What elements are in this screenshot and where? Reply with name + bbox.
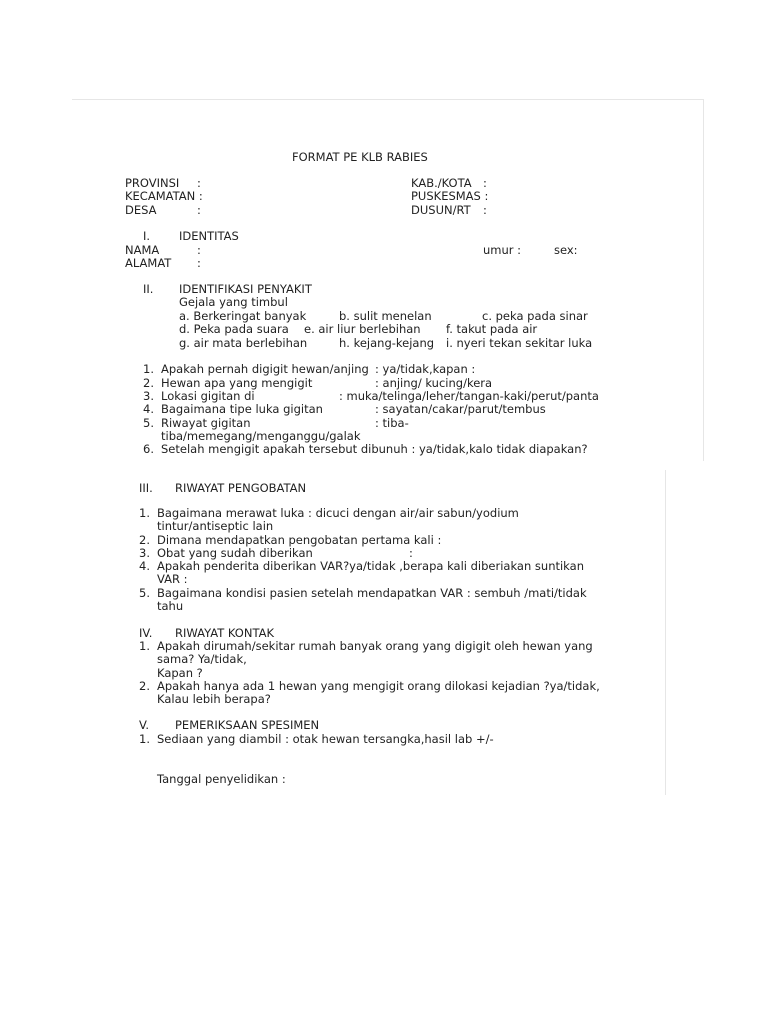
sec3-item4-text: Apakah penderita diberikan VAR?ya/tidak ,berapa kali diberiakan suntikan: [157, 559, 584, 573]
sec2-q4-text: Bagaimana tipe luka gigitan: [161, 402, 323, 416]
dusun-colon: :: [483, 203, 487, 217]
sex-label: sex:: [554, 243, 578, 257]
symptom-i: i. nyeri tekan sekitar luka: [446, 336, 593, 350]
sec2-q5-answer: : tiba-: [375, 416, 409, 430]
sec4-item1-kapan: Kapan ?: [157, 666, 203, 680]
sec2-q3-number: 3.: [143, 389, 154, 403]
sec3-item1-number: 1.: [139, 506, 150, 520]
symptom-d: d. Peka pada suara: [179, 322, 289, 336]
sec3-number: III.: [139, 481, 153, 495]
sec5-item1-text: Sediaan yang diambil : otak hewan tersangka,hasil lab +/-: [157, 732, 494, 746]
sec5-number: V.: [139, 718, 150, 732]
sec2-q4-number: 4.: [143, 402, 154, 416]
sec2-q3-answer: : muka/telinga/leher/tangan-kaki/perut/panta: [339, 389, 599, 403]
symptom-c: c. peka pada sinar: [482, 309, 588, 323]
sec3-item2-text: Dimana mendapatkan pengobatan pertama kali :: [157, 533, 442, 547]
kabkota-label: KAB./KOTA: [411, 176, 472, 190]
sec4-item1-number: 1.: [139, 639, 150, 653]
sec1-title: IDENTITAS: [179, 229, 239, 243]
symptom-f: f. takut pada air: [446, 322, 538, 336]
umur-label: umur :: [483, 243, 522, 257]
dusun-label: DUSUN/RT: [411, 203, 471, 217]
sec2-q6-text: Setelah mengigit apakah tersebut dibunuh : ya/tidak,kalo tidak diapakan?: [161, 442, 588, 456]
nama-label: NAMA: [125, 243, 160, 257]
sec2-q6-number: 6.: [143, 442, 154, 456]
puskesmas-label: PUSKESMAS :: [411, 189, 489, 203]
sec2-q3-text: Lokasi gigitan di: [161, 389, 255, 403]
sec3-item3-colon: :: [409, 546, 413, 560]
gejala-label: Gejala yang timbul: [179, 295, 288, 309]
symptom-a: a. Berkeringat banyak: [179, 309, 307, 323]
sec2-q1-answer: : ya/tidak,kapan :: [375, 362, 476, 376]
sec2-q1-number: 1.: [143, 362, 154, 376]
sec2-q2-answer: : anjing/ kucing/kera: [375, 376, 493, 390]
kabkota-colon: :: [483, 176, 487, 190]
sec2-q5-continued: tiba/memegang/menganggu/galak: [161, 429, 361, 443]
sec3-item2-number: 2.: [139, 533, 150, 547]
sec2-title: IDENTIFIKASI PENYAKIT: [179, 282, 312, 296]
sec3-item5-continued: tahu: [157, 599, 184, 613]
sec2-q2-number: 2.: [143, 376, 154, 390]
symptom-g: g. air mata berlebihan: [179, 336, 308, 350]
sec2-number: II.: [143, 282, 154, 296]
sec4-number: IV.: [139, 626, 153, 640]
sec2-q5-number: 5.: [143, 416, 154, 430]
sec3-item3-text: Obat yang sudah diberikan: [157, 546, 313, 560]
provinsi-colon: :: [197, 176, 201, 190]
kecamatan-label: KECAMATAN :: [125, 189, 203, 203]
document-title: FORMAT PE KLB RABIES: [292, 150, 428, 164]
sec4-item2-number: 2.: [139, 679, 150, 693]
sec2-q5-text: Riwayat gigitan: [161, 416, 251, 430]
sec3-item5-number: 5.: [139, 586, 150, 600]
alamat-colon: :: [197, 256, 201, 270]
sec3-item5-text: Bagaimana kondisi pasien setelah mendapatkan VAR : sembuh /mati/tidak: [157, 586, 587, 600]
page-right-edge-lower: [665, 470, 666, 795]
alamat-label: ALAMAT: [125, 256, 172, 270]
page-right-edge: [703, 99, 704, 461]
sec3-item1-continued: tintur/antiseptic lain: [157, 519, 274, 533]
symptom-h: h. kejang-kejang: [339, 336, 435, 350]
symptom-e: e. air liur berlebihan: [304, 322, 421, 336]
sec2-q4-answer: : sayatan/cakar/parut/tembus: [375, 402, 546, 416]
symptom-b: b. sulit menelan: [339, 309, 432, 323]
sec3-item4-number: 4.: [139, 559, 150, 573]
desa-label: DESA: [125, 203, 157, 217]
page-top-edge: [72, 99, 704, 100]
sec2-q1-text: Apakah pernah digigit hewan/anjing: [161, 362, 369, 376]
sec5-item1-number: 1.: [139, 732, 150, 746]
sec1-number: I.: [143, 229, 151, 243]
sec4-title: RIWAYAT KONTAK: [175, 626, 274, 640]
nama-colon: :: [197, 243, 201, 257]
sec4-item1-text: Apakah dirumah/sekitar rumah banyak orang yang digigit oleh hewan yang: [157, 639, 593, 653]
sec4-item2-continued: Kalau lebih berapa?: [157, 692, 271, 706]
provinsi-label: PROVINSI: [125, 176, 180, 190]
sec3-item4-continued: VAR :: [157, 572, 188, 586]
sec3-item3-number: 3.: [139, 546, 150, 560]
sec4-item2-text: Apakah hanya ada 1 hewan yang mengigit orang dilokasi kejadian ?ya/tidak,: [157, 679, 600, 693]
desa-colon: :: [197, 203, 201, 217]
sec4-item1-continued: sama? Ya/tidak,: [157, 652, 247, 666]
sec3-item1-text: Bagaimana merawat luka : dicuci dengan air/air sabun/yodium: [157, 506, 519, 520]
sec5-title: PEMERIKSAAN SPESIMEN: [175, 718, 320, 732]
tanggal-penyelidikan: Tanggal penyelidikan :: [157, 772, 286, 786]
sec2-q2-text: Hewan apa yang mengigit: [161, 376, 313, 390]
sec3-title: RIWAYAT PENGOBATAN: [175, 481, 307, 495]
